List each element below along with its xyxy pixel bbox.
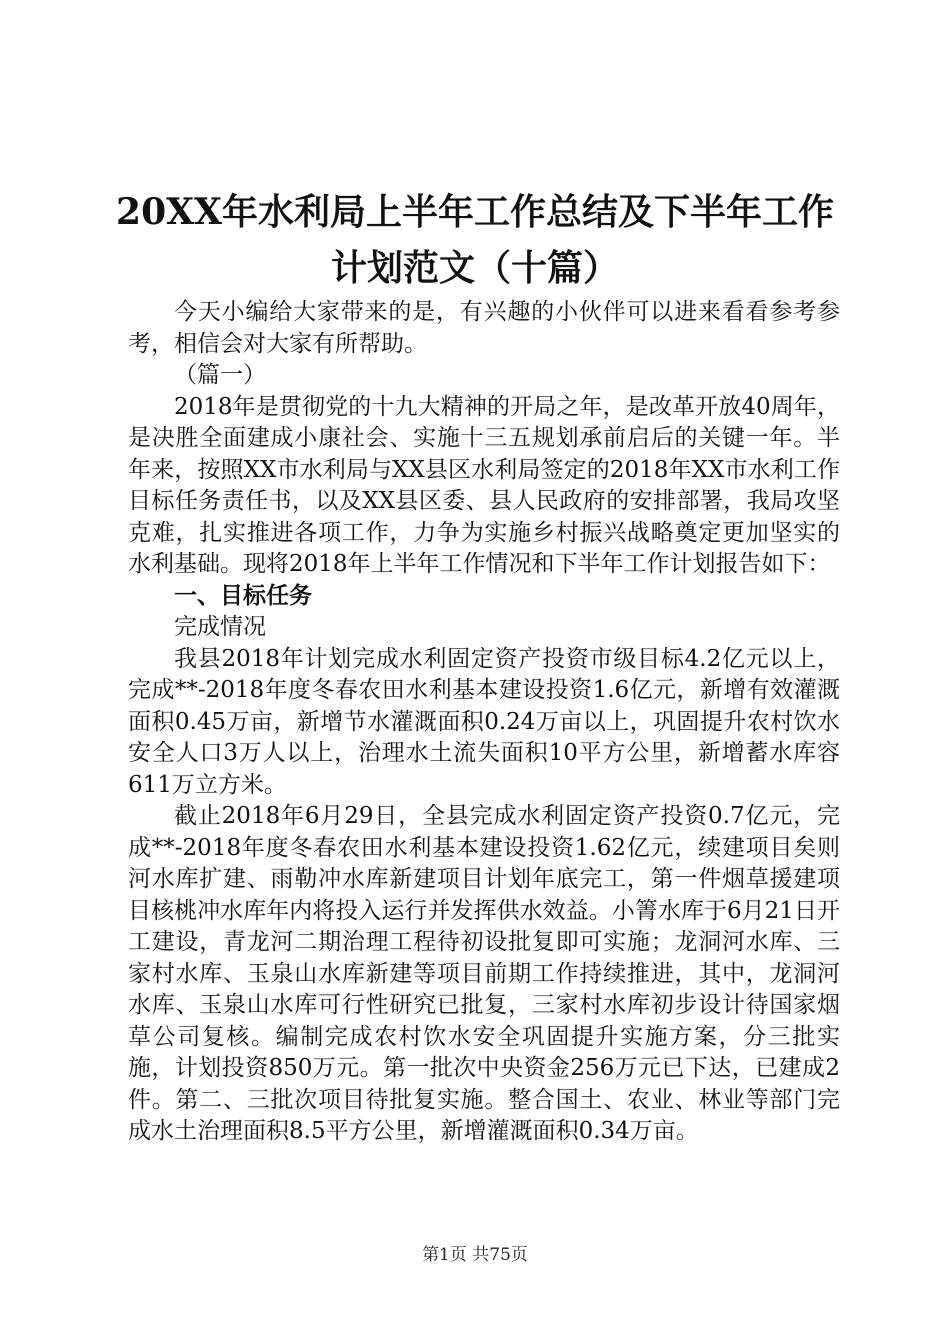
intro-paragraph: 今天小编给大家带来的是，有兴趣的小伙伴可以进来看看参考参考，相信会对大家有所帮助。: [128, 299, 840, 357]
document-title-line-2: 计划范文（十篇）: [330, 247, 619, 289]
document-body: [128, 297, 840, 1148]
subheading: 完成情况: [174, 614, 266, 640]
paragraph-2: 我县2018年计划完成水利固定资产投资市级目标4.2亿元以上，完成**-2018年度冬春农田水利基本建设投资1.6亿元，新增有效灌溉面积0.45万亩，新增节水灌溉面积0.24万亩以上，巩固提升农村饮水安全人口3万人以上，治理水土流失面积10平方公里，新增蓄水库容611万立方米。: [128, 645, 840, 798]
document-title-line-1: 20XX年水利局上半年工作总结及下半年工作: [116, 191, 834, 233]
paragraph-1: 2018年是贯彻党的十九大精神的开局之年，是改革开放40周年，是决胜全面建成小康社会、实施十三五规划承前启后的关键一年。半年来，按照XX市水利局与XX县区水利局签定的2018年XX市水利工作目标任务责任书，以及XX县区委、县人民政府的安排部署，我局攻坚克难，扎实推进各项工作，力争为实施乡村振兴战略奠定更加坚实的水利基础。现将2018年上半年工作情况和下半年工作计划报告如下：: [128, 393, 840, 577]
page-footer: 第1页 共75页: [422, 1245, 528, 1265]
paragraph-3: 截止2018年6月29日，全县完成水利固定资产投资0.7亿元，完成**-2018年度冬春农田水利基本建设投资1.62亿元，续建项目矣则河水库扩建、雨勒冲水库新建项目计划年底完工，第一件烟草援建项目核桃冲水库年内将投入运行并发挥供水效益。小箐水库于6月21日开工建设，青龙河二期治理工程待初设批复即可实施；龙洞河水库、三家村水库、玉泉山水库新建等项目前期工作持续推进，其中，龙洞河水库、玉泉山水库可行性研究已批复，三家村水库初步设计待国家烟草公司复核。编制完成农村饮水安全巩固提升实施方案，分三批实施，计划投资850万元。第一批次中央资金256万元已下达，已建成2件。第二、三批次项目待批复实施。整合国土、农业、林业等部门完成水土治理面积8.5平方公里，新增灌溉面积0.34万亩。: [128, 803, 840, 1144]
section-label: （篇一）: [174, 362, 266, 388]
section-heading: 一、目标任务: [174, 582, 312, 609]
